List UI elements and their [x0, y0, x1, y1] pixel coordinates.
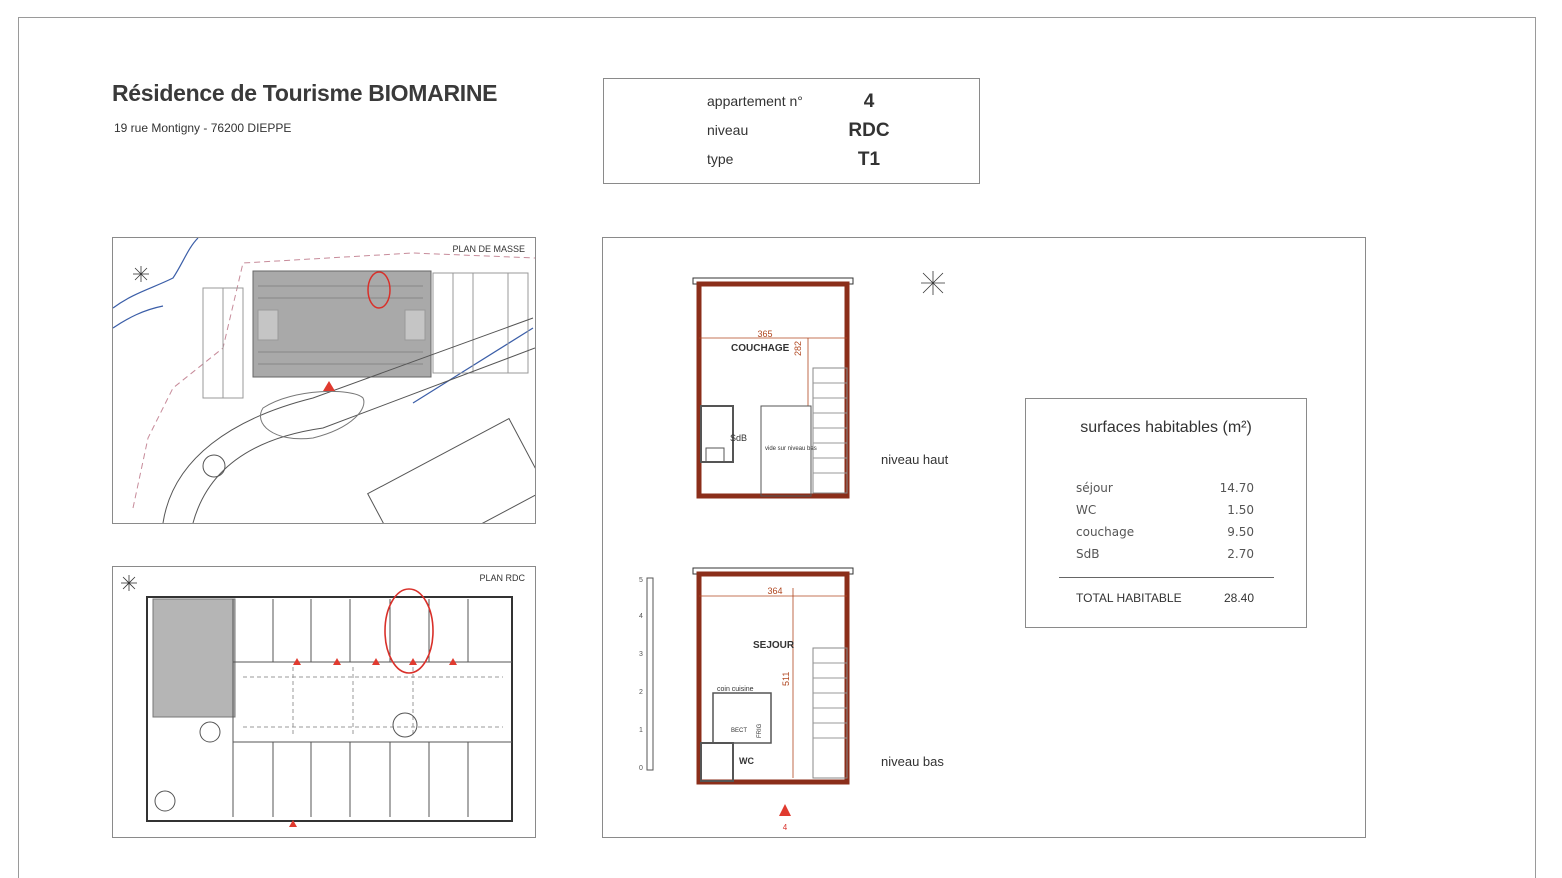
surface-value: 1.50 — [1227, 503, 1254, 517]
apartment-info-box — [603, 78, 980, 184]
dim-upper-width: 365 — [757, 329, 773, 339]
surfaces-table — [1025, 398, 1307, 628]
room-couchage: COUCHAGE — [731, 343, 790, 354]
room-sdb: SdB — [730, 433, 748, 443]
room-vide: vide sur niveau bas — [765, 446, 817, 452]
site-plan-drawing — [113, 238, 535, 523]
dim-lower-width: 364 — [767, 586, 783, 596]
room-coin-cuisine: coin cuisine — [717, 686, 754, 693]
address: 19 rue Montigny - 76200 DIEPPE — [114, 121, 292, 135]
surface-name: séjour — [1076, 481, 1113, 495]
scale-tick-2: 2 — [639, 689, 643, 696]
scale-tick-0: 0 — [639, 765, 643, 772]
surface-value: 2.70 — [1227, 547, 1254, 561]
surface-value: 14.70 — [1219, 481, 1254, 495]
room-sejour: SEJOUR — [753, 640, 795, 651]
apartment-number: 4 — [863, 91, 875, 112]
total-label: TOTAL HABITABLE — [1076, 591, 1182, 605]
floor-plan-panel — [112, 566, 536, 838]
scale-tick-3: 3 — [639, 651, 643, 658]
dim-lower-depth: 511 — [781, 671, 791, 686]
entry-number: 4 — [782, 823, 788, 832]
surface-name: WC — [1076, 503, 1097, 517]
room-frigo: FRIG — [757, 723, 763, 738]
room-wc: WC — [739, 756, 754, 766]
site-plan-panel — [112, 237, 536, 524]
type-label: type — [707, 151, 734, 167]
type-value: T1 — [857, 149, 881, 170]
document-title: Résidence de Tourisme BIOMARINE — [112, 80, 498, 106]
upper-level-label: niveau haut — [881, 452, 949, 467]
surface-name: couchage — [1076, 525, 1135, 539]
scale-tick-5: 5 — [639, 577, 643, 584]
site-plan-label: PLAN DE MASSE — [452, 244, 525, 254]
total-value: 28.40 — [1223, 591, 1254, 605]
floor-plan-drawing — [113, 567, 535, 837]
apartment-number-label: appartement n° — [707, 93, 803, 109]
surfaces-title: surfaces habitables (m²) — [1080, 419, 1252, 436]
surface-name: SdB — [1076, 547, 1100, 561]
scale-tick-4: 4 — [639, 613, 643, 620]
level-label: niveau — [707, 122, 749, 138]
room-bect: BECT — [731, 728, 748, 734]
floor-plan-label: PLAN RDC — [479, 573, 525, 583]
dim-upper-depth: 282 — [793, 340, 803, 356]
surface-value: 9.50 — [1227, 525, 1254, 539]
lower-level-label: niveau bas — [881, 754, 944, 769]
scale-tick-1: 1 — [639, 727, 643, 734]
level-value: RDC — [848, 120, 890, 141]
surfaces-divider — [1059, 577, 1274, 578]
